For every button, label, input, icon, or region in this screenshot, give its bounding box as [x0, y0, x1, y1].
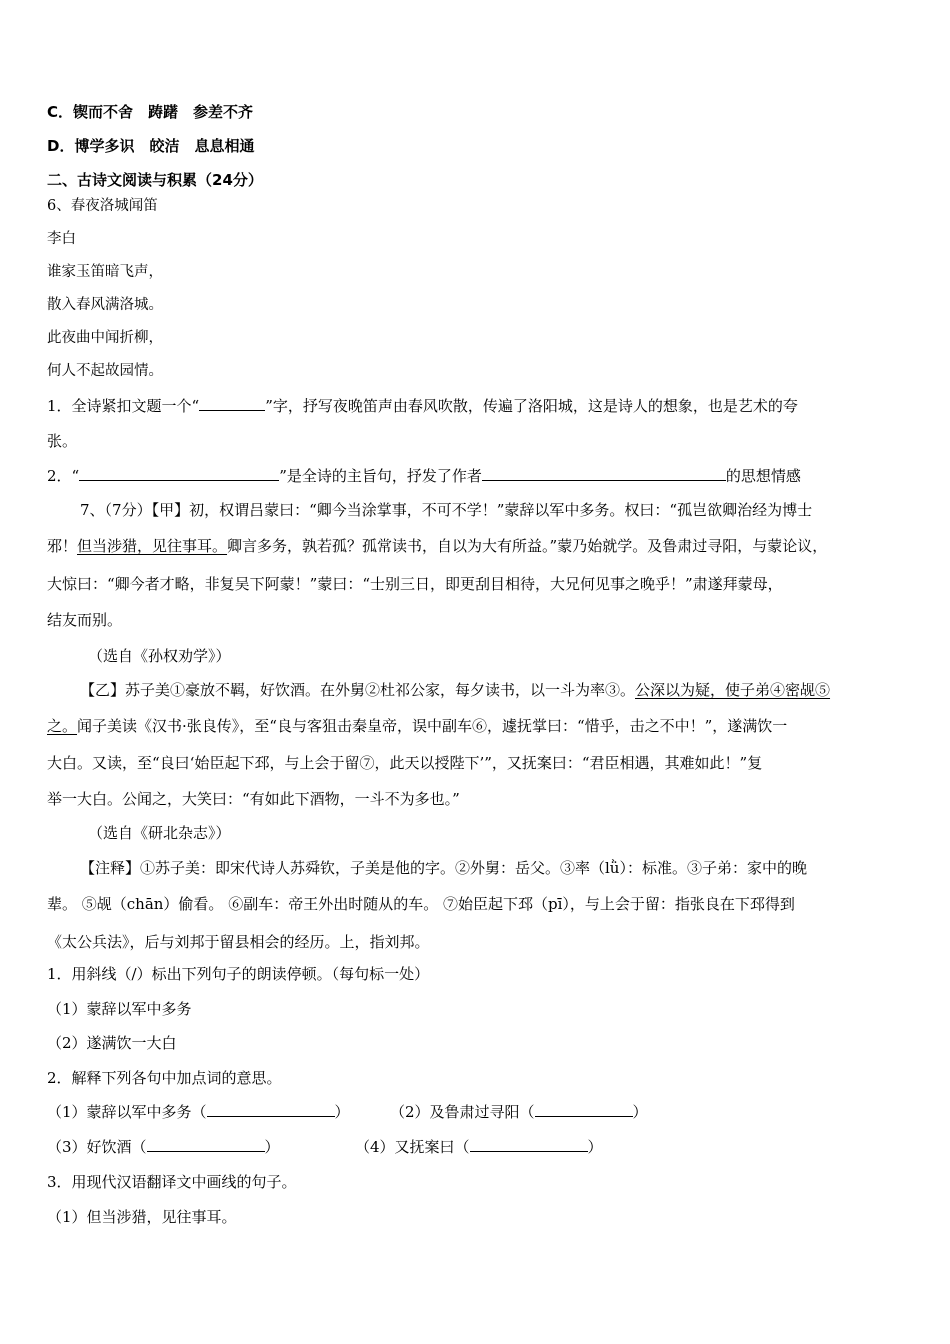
answer-blank[interactable] [482, 465, 726, 481]
note-line-3: 《太公兵法》，后与刘邦于留县相会的经历。上，指刘邦。 [47, 933, 430, 951]
q7-sub-3-1: （1）但当涉猎，见往事耳。 [47, 1208, 237, 1226]
poem-title: 6、春夜洛城闻笛 [47, 198, 158, 214]
answer-blank[interactable] [79, 465, 279, 481]
option-c: C．锲而不舍 踌躇 参差不齐 [47, 103, 254, 121]
source-2: （选自《研北杂志》） [88, 824, 231, 842]
q7-para1-line2: 邪！但当涉猎，见往事耳。卿言多务，孰若孤？孤常读书，自以为大有所益。”蒙乃始就学。及鲁肃过寻阳，与蒙论议， [47, 537, 828, 555]
q7-para2-line4: 举一大白。公闻之，大笑曰：“有如此下酒物，一斗不为多也。” [47, 790, 460, 808]
q7-sub-2-2: （2）及鲁肃过寻阳（ ） [390, 1103, 648, 1121]
option-d: D．博学多识 皎洁 息息相通 [47, 137, 255, 155]
q6-question-1: 1．全诗紧扣文题一个“ ”字，抒写夜晚笛声由春风吹散，传遍了洛阳城，这是诗人的想象，也是艺术的夸 [47, 397, 798, 415]
answer-blank[interactable] [470, 1136, 588, 1152]
answer-blank[interactable] [535, 1101, 633, 1117]
note-line-2: 辈。 ⑤觇（chān）偷看。 ⑥副车：帝王外出时随从的车。 ⑦始臣起下邳（pī），与上会于留：指张良在下邳得到 [47, 895, 795, 913]
q7-sub-2-4: （4）又抚案曰（ ） [355, 1138, 603, 1156]
q7-sub-3: 3．用现代汉语翻译文中画线的句子。 [47, 1173, 297, 1191]
underlined-sentence: 但当涉猎，见往事耳。 [77, 537, 228, 555]
underlined-sentence: 之。 [47, 717, 78, 735]
poem-author: 李白 [47, 231, 76, 247]
q7-para2-line1: 【乙】苏子美①豪放不羁，好饮酒。在外舅②杜祁公家，每夕读书，以一斗为率③。公深以为疑，使子弟④密觇⑤ [80, 681, 831, 699]
poem-line-4: 何人不起故园情。 [47, 363, 163, 379]
q7-para2-line2: 之。闻子美读《汉书·张良传》，至“良与客狙击秦皇帝，误中副车⑥，遽抚掌曰：“惜乎，击之不中！”，遂满饮一 [47, 717, 788, 735]
poem-line-1: 谁家玉笛暗飞声， [47, 264, 163, 280]
q7-para1-line1: 7、（7分）【甲】初，权谓吕蒙曰：“卿今当涂掌事，不可不学！”蒙辞以军中多务。权曰：“孤岂欲卿治经为博士 [80, 501, 813, 519]
note-line-1: 【注释】①苏子美：即宋代诗人苏舜钦，子美是他的字。②外舅：岳父。③率（lǜ）：标准。③子弟：家中的晚 [80, 859, 807, 877]
section-2-title: 二、古诗文阅读与积累（24分） [47, 171, 263, 189]
q7-sub-2: 2．解释下列各句中加点词的意思。 [47, 1069, 282, 1087]
answer-blank[interactable] [207, 1101, 335, 1117]
underlined-sentence: 公深以为疑，使子弟④密觇⑤ [635, 681, 831, 699]
answer-blank[interactable] [199, 395, 265, 411]
q7-sub-2-3: （3）好饮酒（ ） [47, 1138, 280, 1156]
q7-para1-line3: 大惊曰：“卿今者才略，非复吴下阿蒙！”蒙曰：“士别三日，即更刮目相待，大兄何见事之晚乎！”肃遂拜蒙母， [47, 575, 783, 593]
source-1: （选自《孙权劝学》） [88, 647, 231, 665]
q7-sub-1-2: （2）遂满饮一大白 [47, 1034, 177, 1052]
q7-sub-2-1: （1）蒙辞以军中多务（ ） [47, 1103, 350, 1121]
q7-para2-line3: 大白。又读，至“良曰‘始臣起下邳，与上会于留⑦，此天以授陛下’”，又抚案曰：“君臣相遇，其难如此！”复 [47, 754, 763, 772]
poem-line-2: 散入春风满洛城。 [47, 297, 163, 313]
q7-sub-1: 1．用斜线（/）标出下列句子的朗读停顿。（每句标一处） [47, 965, 430, 983]
answer-blank[interactable] [147, 1136, 265, 1152]
q7-sub-1-1: （1）蒙辞以军中多务 [47, 1000, 192, 1018]
q7-para1-line4: 结友而别。 [47, 611, 123, 629]
q6-question-2: 2．“ ”是全诗的主旨句，抒发了作者 的思想情感 [47, 467, 801, 485]
poem-line-3: 此夜曲中闻折柳， [47, 330, 163, 346]
q6-question-1-cont: 张。 [47, 432, 78, 450]
